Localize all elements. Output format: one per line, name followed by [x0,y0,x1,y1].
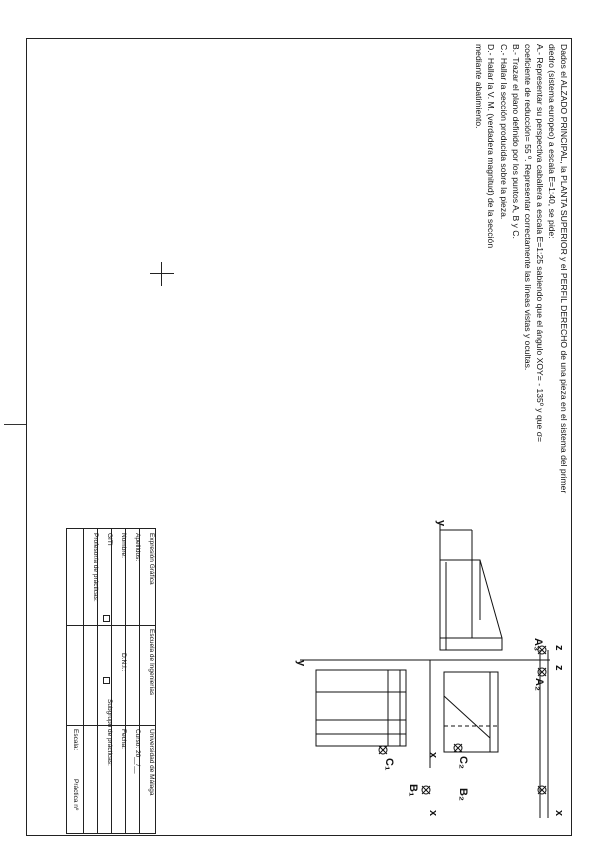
tb-surnames-label: Apellidos: [134,533,141,562]
label-x-2: x [427,810,439,817]
label-b1: B₁ [407,784,419,797]
tb-group-checkbox[interactable] [103,615,110,622]
label-c2: C₂ [457,756,469,769]
tb-name-label: Nombre: [120,533,127,558]
tb-course-label: Curso: 20__/__ [134,729,141,774]
label-y-top: y [435,520,447,527]
tb-divider [67,625,155,626]
plan-view [444,672,498,752]
label-z-1: z [553,645,565,651]
statement-line: coeficiente de reducción= 55 º. Representar correctamente las líneas vistas y ocultas. [522,44,533,371]
statement-line: B.- Trazar el plano definido por los puntos A, B y C. [510,44,521,239]
reference-axes [300,524,550,818]
problem-statement [473,44,570,494]
statement-line: mediante abatimiento. [474,44,485,129]
statement-line: diedro (sistema europeo) a escala E=1:40, se pide: [546,44,557,239]
statement-line: A.- Representar su perspectiva caballera a escala E=1:25 sabiendo que el ángulo XOY= - 135º y que σ= [534,44,545,443]
views-svg [280,500,570,830]
label-z-2: z [553,665,565,671]
tb-date-label: Fecha: [120,729,127,749]
label-a3: A₃ [532,638,544,652]
tb-group-label: GITI [106,533,113,546]
label-x-3: x [553,810,565,817]
label-a2: A₂ [533,678,545,691]
tb-subject: Expresión Gráfica [148,533,155,585]
tb-teacher-label: Profesor/a de prácticas: [92,533,99,602]
crosshair-mark [150,262,174,286]
tb-divider [111,529,112,833]
label-y-bottom: y [295,660,307,667]
orthographic-views [280,500,570,830]
tb-scale-label: Escala: [72,729,79,751]
statement-line: D.- Hallar la V. M. (verdadera magnitud) de la sección [486,44,497,249]
title-block [66,528,156,834]
label-c1: C₁ [383,758,395,771]
statement-line: C.- Hallar la sección producida sobre la pieza. [498,44,509,220]
tb-university: Universidad de Málaga [148,729,155,796]
statement-line: Dados el ALZADO PRINCIPAL, la PLANTA SUPERIOR y el PERFIL DERECHO de una pieza en el sistema del primer [559,44,569,494]
tb-school: Escuela de Ingenierías [148,629,155,696]
tb-subgroup-checkbox[interactable] [103,677,110,684]
margin-fold-mark [4,424,26,425]
profile-view [316,670,406,746]
tb-divider [83,529,84,833]
tb-dni-label: D.N.I.: [120,653,127,672]
tb-divider [139,529,140,833]
tb-subgroup-label: Subgrupo de prácticas: [106,699,113,766]
elevation-view [440,530,502,650]
label-x-1: x [427,752,439,759]
tb-divider [125,529,126,833]
tb-practice-label: Práctica nº [72,779,79,811]
label-b2: B₂ [457,788,469,801]
